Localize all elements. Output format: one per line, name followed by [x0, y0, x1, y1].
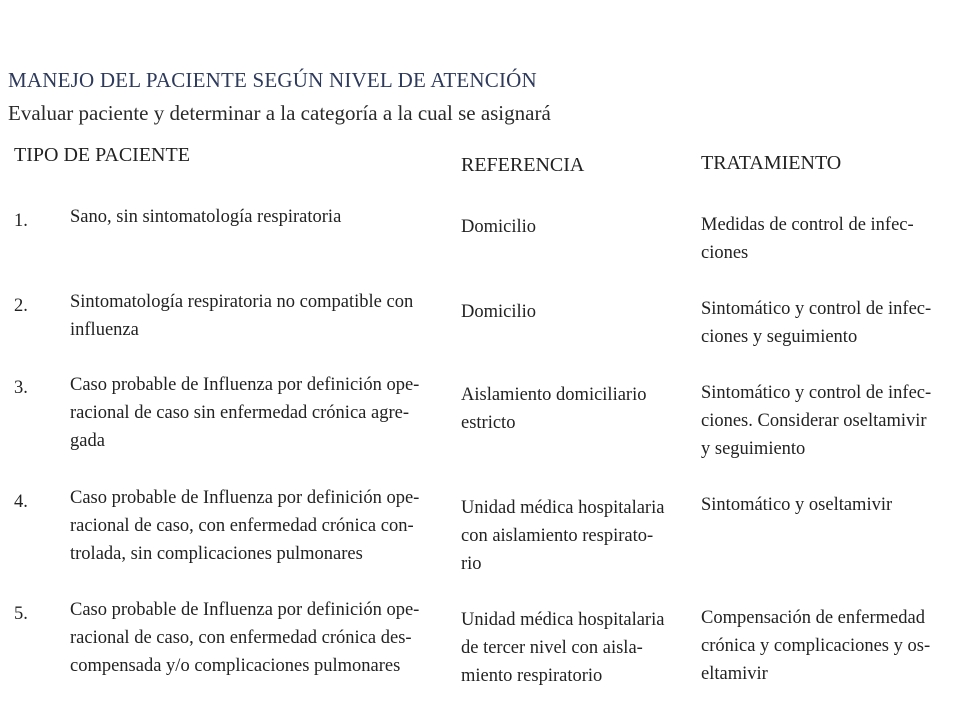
patient-type-cell-line: gada [70, 431, 105, 451]
patient-type-cell-line: Sano, sin sintomatología respiratoria [70, 207, 342, 227]
treatment-cell-line: ciones. Considerar oseltamivir [701, 411, 927, 431]
patient-type-cell-line: racional de caso sin enfermedad crónica agre- [70, 403, 409, 423]
patient-type-cell-line: Caso probable de Influenza por definición ope- [70, 488, 420, 508]
referral-cell-line: de tercer nivel con aisla- [461, 638, 643, 658]
patient-type-cell-line: compensada y/o complicaciones pulmonares [70, 656, 401, 676]
referral-cell-line: rio [461, 554, 482, 574]
treatment-cell [701, 604, 949, 688]
patient-type-cell-line: racional de caso, con enfermedad crónica des- [70, 628, 412, 648]
patient-type-cell-line: Caso probable de Influenza por definición ope- [70, 375, 420, 395]
header-referencia: REFERENCIA [461, 154, 585, 176]
patient-type-cell [70, 596, 446, 680]
treatment-cell-line: ciones y seguimiento [701, 327, 858, 347]
page-subtitle: Evaluar paciente y determinar a la categoría a la cual se asignará [8, 101, 551, 125]
treatment-cell-line: Medidas de control de infec- [701, 215, 914, 235]
patient-type-cell-line: trolada, sin complicaciones pulmonares [70, 544, 363, 564]
page-title: MANEJO DEL PACIENTE SEGÚN NIVEL DE ATENCIÓN [8, 68, 537, 92]
referral-cell-line: miento respiratorio [461, 666, 603, 686]
patient-type-cell [70, 288, 446, 344]
treatment-cell [701, 211, 949, 267]
patient-type-cell-line: Sintomatología respiratoria no compatible con [70, 292, 414, 312]
treatment-cell [701, 379, 949, 463]
referral-cell-line: Unidad médica hospitalaria [461, 610, 665, 630]
treatment-cell [701, 491, 949, 519]
referral-cell-line: Aislamiento domiciliario [461, 385, 647, 405]
row-number: 3. [14, 378, 28, 398]
treatment-cell-line: Compensación de enfermedad [701, 608, 925, 628]
treatment-cell-line: Sintomático y control de infec- [701, 383, 932, 403]
patient-type-cell-line: racional de caso, con enfermedad crónica con- [70, 516, 414, 536]
header-tratamiento: TRATAMIENTO [701, 152, 842, 174]
referral-cell-line: Domicilio [461, 302, 537, 322]
treatment-cell-line: Sintomático y oseltamivir [701, 495, 893, 515]
row-number: 4. [14, 492, 28, 512]
referral-cell-line: Domicilio [461, 217, 537, 237]
row-number: 5. [14, 604, 28, 624]
patient-type-cell [70, 371, 446, 455]
referral-cell [461, 381, 687, 437]
referral-cell [461, 494, 687, 578]
treatment-cell-line: crónica y complicaciones y os- [701, 636, 931, 656]
referral-cell [461, 298, 687, 326]
treatment-cell-line: Sintomático y control de infec- [701, 299, 932, 319]
treatment-cell-line: eltamivir [701, 664, 768, 684]
header-tipo-de-paciente: TIPO DE PACIENTE [14, 144, 190, 166]
referral-cell [461, 213, 687, 241]
patient-type-cell-line: Caso probable de Influenza por definición ope- [70, 600, 420, 620]
referral-cell [461, 606, 687, 690]
row-number: 1. [14, 211, 28, 231]
treatment-cell-line: ciones [701, 243, 749, 263]
patient-type-cell [70, 203, 446, 231]
patient-type-cell [70, 484, 446, 568]
patient-type-cell-line: influenza [70, 320, 139, 340]
referral-cell-line: Unidad médica hospitalaria [461, 498, 665, 518]
treatment-cell [701, 295, 949, 351]
row-number: 2. [14, 296, 28, 316]
referral-cell-line: con aislamiento respirato- [461, 526, 654, 546]
referral-cell-line: estricto [461, 413, 516, 433]
treatment-cell-line: y seguimiento [701, 439, 806, 459]
